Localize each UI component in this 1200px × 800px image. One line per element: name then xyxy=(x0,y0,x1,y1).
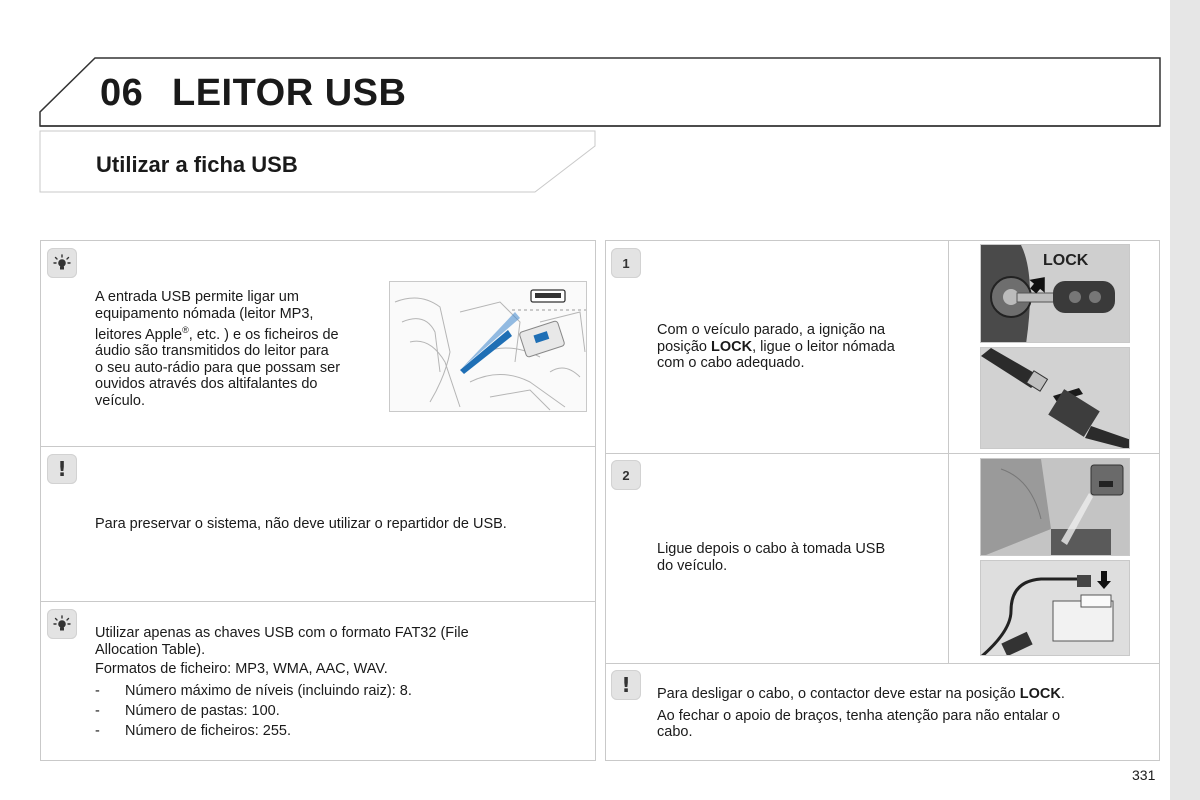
step2-text: Ligue depois o cabo à tomada USB do veículo. xyxy=(657,541,886,574)
warning2-text: Para desligar o cabo, o contactor deve estar na posição LOCK. Ao fechar o apoio de braços, tenha atenção para não entalar o cabo. xyxy=(657,686,1065,740)
left-divider-1 xyxy=(40,446,596,447)
right-image-column-divider xyxy=(948,240,949,663)
tip2-intro: Utilizar apenas as chaves USB com o formato FAT32 (File Allocation Table). xyxy=(95,625,469,658)
warning-badge-1 xyxy=(47,454,77,484)
lightbulb-icon xyxy=(53,254,71,272)
step-badge-2: 2 xyxy=(611,460,641,490)
lightbulb-icon xyxy=(53,615,71,633)
cable-insertion-drawing xyxy=(980,560,1130,656)
list-item: - Número de pastas: 100. xyxy=(95,703,280,719)
exclamation-icon: ! xyxy=(57,457,67,481)
usb-cable-plug-photo xyxy=(980,347,1130,449)
right-divider-2 xyxy=(605,663,1160,664)
list-item: - Número de ficheiros: 255. xyxy=(95,723,292,739)
exclamation-icon: ! xyxy=(621,673,631,697)
tip2-formats: Formatos de ficheiro: MP3, WMA, AAC, WAV. xyxy=(95,661,388,677)
warning-badge-2 xyxy=(611,670,641,700)
chapter-title: LEITOR USB xyxy=(172,72,407,114)
step-badge-1: 1 xyxy=(611,248,641,278)
page-number: 331 xyxy=(1132,767,1156,783)
left-divider-2 xyxy=(40,601,596,602)
chapter-number: 06 xyxy=(100,72,144,114)
right-divider-1 xyxy=(605,453,1160,454)
svg-text:LOCK: LOCK xyxy=(1043,252,1089,269)
car-usb-location-illustration xyxy=(389,281,587,412)
tip-badge-1 xyxy=(47,248,77,278)
warning1-text: Para preservar o sistema, não deve utilizar o repartidor de USB. xyxy=(95,516,507,532)
page-side-strip xyxy=(1170,0,1200,800)
list-item: - Número máximo de níveis (incluindo raiz): 8. xyxy=(95,683,412,699)
ignition-lock-photo xyxy=(980,244,1130,343)
section-title: Utilizar a ficha USB xyxy=(96,152,298,177)
armrest-usb-socket-photo xyxy=(980,458,1130,556)
tip-badge-2 xyxy=(47,609,77,639)
step1-text: Com o veículo parado, a ignição na posição LOCK, ligue o leitor nómada com o cabo adequado. xyxy=(657,322,895,371)
tip1-text: A entrada USB permite ligar um equipamento nómada (leitor MP3, leitores Apple®, etc. ) e os ficheiros de áudio são transmitidos do leitor para o seu auto-rádio para que possam ser ouvidos através dos altifalantes do veículo. xyxy=(95,289,341,409)
